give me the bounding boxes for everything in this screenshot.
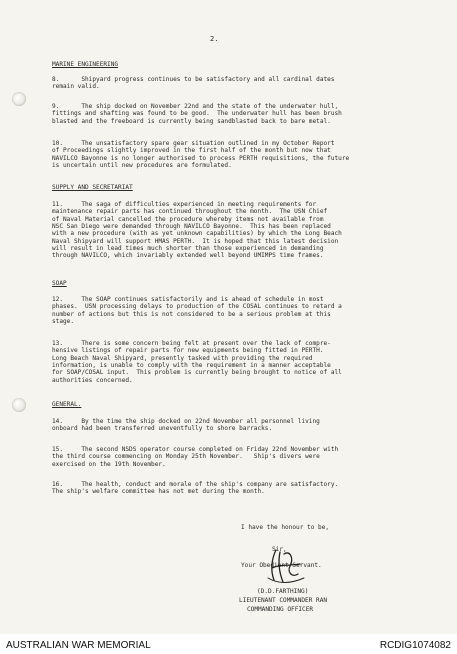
handwritten-signature [254, 544, 314, 590]
paragraph-15: 15. The second NSDS operator course completed on Friday 22nd November with the third course commencing on Monday 25th November. Ship's divers were exercised on the 19th November. [52, 446, 339, 468]
footer-archive-name: AUSTRALIAN WAR MEMORIAL [6, 640, 151, 651]
paragraph-10: 10. The unsatisfactory spare gear situation outlined in my October Report of Proceedings slightly improved in the first half of the month but now that NAVILCO Bayonne is no longer authorised to process PERTH requisitions, the future is uncertain until new procedures are formulated. [52, 140, 350, 170]
signatory-title: COMMANDING OFFICER [247, 606, 314, 613]
paragraph-9: 9. The ship docked on November 22nd and the state of the underwater hull, fittings and shafting was found to be good. The underwater hull has been brush blasted and the freeboard is currently being sandblasted back to bare metal. [52, 103, 342, 125]
section-supply-and-secretariat [52, 184, 442, 191]
punch-hole [12, 398, 26, 412]
section-heading: SUPPLY AND SECRETARIAT [52, 184, 133, 191]
section-heading: SOAP [52, 280, 67, 287]
paragraph-14: 14. By the time the ship docked on 22nd November all personnel living onboard had been transferred uneventfully to shore barracks. [52, 418, 320, 433]
section-heading: MARINE ENGINEERING [52, 61, 119, 68]
section-heading: GENERAL. [52, 401, 82, 408]
paragraph-11: 11. The saga of difficulties experienced in meeting requirements for maintenance repair parts has continued throughout the month. The USN Chief of Naval Material cancelled the procedure whereby items not available from NSC San Diego were demanded through NAVILCO Bayonne. This has been replaced with a new procedure (with as yet unknown capabilities) by which the Long Beach Naval Shipyard will support HMAS PERTH. It is hoped that this latest decision will result in lead times much shorter than those experienced in demanding through NAVILCO, which invariably extended well beyond UMIMPS time frames. [52, 201, 342, 260]
signatory-rank: LIEUTENANT COMMANDER RAN [239, 597, 328, 604]
closing-salutation: Sir, [272, 546, 287, 553]
punch-hole [12, 92, 26, 106]
archive-footer [0, 636, 457, 654]
closing-honour: I have the honour to be, [241, 524, 330, 531]
paragraph-16: 16. The health, conduct and morale of the ship's company are satisfactory. The ship's welfare committee has not met during the month. [52, 481, 339, 496]
footer-record-id: RCDIG1074082 [379, 640, 451, 651]
section-general [52, 401, 442, 408]
section-soap [52, 280, 442, 287]
paragraph-8: 8. Shipyard progress continues to be satisfactory and all cardinal dates remain valid. [52, 76, 335, 91]
paragraph-13: 13. There is some concern being felt at present over the lack of compre- hensive listings of repair parts for new equipments being fitted in PERTH. Long Beach Naval Shipyard, presently tasked with providing the required information, is unable to comply with the requirement in a manner acceptable for SOAP/COSAL input. This problem is currently being brought to notice of all authorities concerned. [52, 340, 342, 384]
section-marine-engineering [52, 61, 442, 68]
closing-servant: Your Obedient Servant. [241, 562, 322, 569]
signatory-name: (D.D.FARTHING) [257, 588, 309, 595]
paragraph-12: 12. The SOAP continues satisfactorily and is ahead of schedule in most phases. USN processing delays to production of the COSAL continues to retard a number of actions but this is not considered to be a serious problem at this stage. [52, 296, 342, 326]
page-number: 2. [210, 35, 219, 43]
